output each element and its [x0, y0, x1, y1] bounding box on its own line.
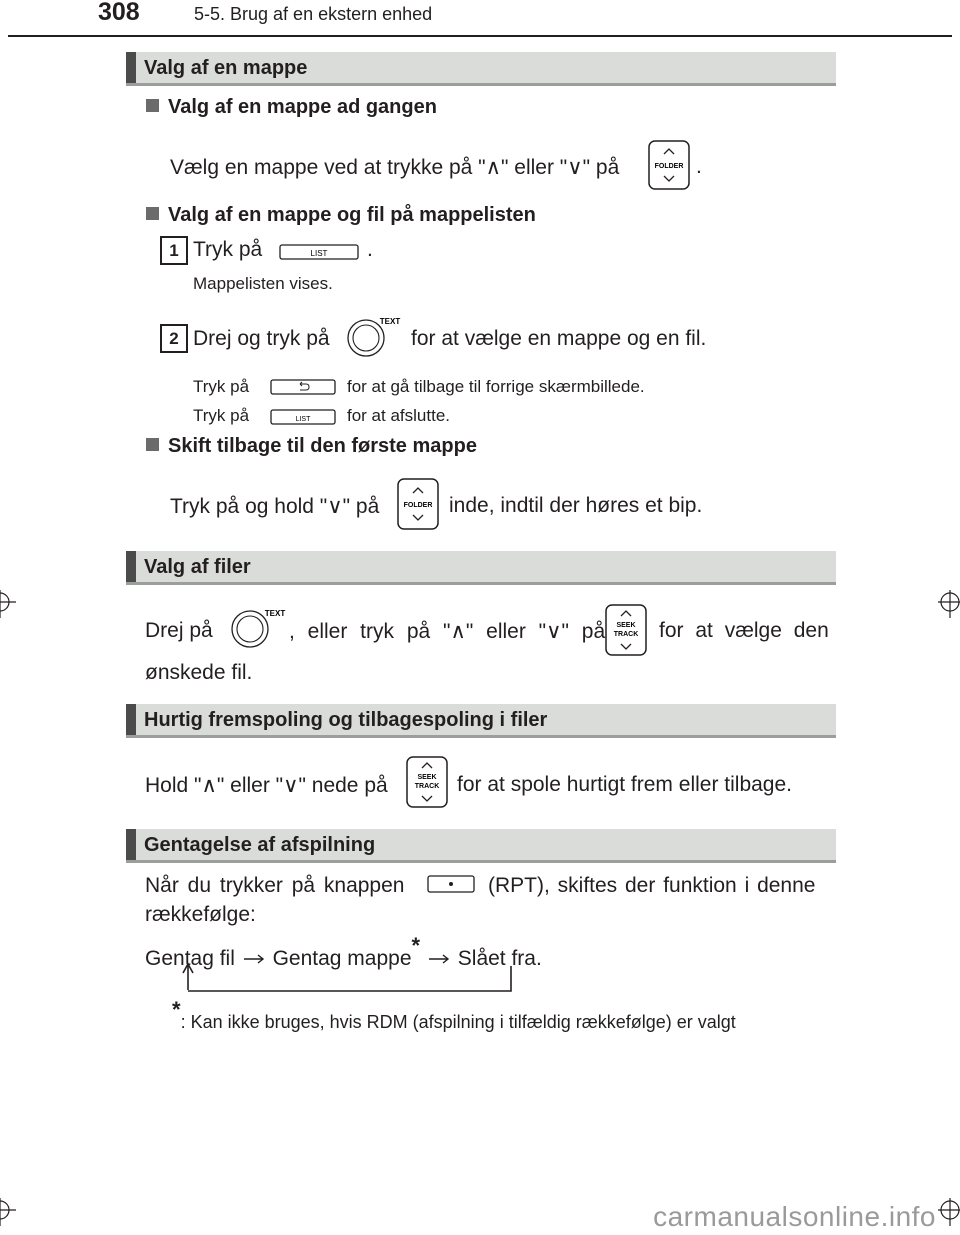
chapter-title: 5-5. Brug af en ekstern enhed: [194, 4, 433, 24]
step-text: Tryk på: [193, 238, 263, 261]
svg-text:TRACK: TRACK: [414, 783, 440, 790]
subheading-folder-list: Valg af en mappe og fil på mappelisten: [146, 204, 536, 227]
svg-text:TEXT: TEXT: [264, 609, 286, 618]
note-text: for at afslutte.: [347, 406, 450, 425]
watermark: carmanualsonline.info: [653, 1201, 936, 1232]
subheading-folder-one: Valg af en mappe ad gangen: [146, 96, 437, 119]
step-number: 2: [160, 324, 188, 353]
instruction-text: Hold "∧" eller "∨" nede på: [145, 774, 388, 797]
svg-text:FOLDER: FOLDER: [654, 163, 684, 170]
seek-track-button-icon: [406, 756, 448, 808]
note-text: for at gå tilbage til forrige skærmbillede.: [347, 377, 645, 396]
section-title: Gentagelse af afspilning: [144, 834, 376, 856]
instruction-text: inde, indtil der høres et bip.: [449, 494, 703, 517]
crop-mark-icon: [0, 1198, 18, 1233]
footnote: *: Kan ikke bruges, hvis RDM (afspilning i tilfældig rækkefølge) er valgt: [172, 997, 736, 1032]
instruction-text: , eller tryk på "∧" eller "∨" på: [289, 620, 606, 643]
instruction-text: (RPT), skiftes der funktion i denne: [488, 874, 816, 897]
page-number: 308: [98, 0, 140, 26]
crop-mark-icon: [938, 590, 960, 625]
note-text: Tryk på: [193, 406, 250, 425]
svg-text:FOLDER: FOLDER: [403, 502, 433, 509]
section-header-files: [126, 551, 836, 585]
svg-text:TRACK: TRACK: [613, 631, 639, 638]
period: .: [696, 155, 702, 178]
list-button-icon: [270, 408, 336, 426]
instruction-text: Drej på: [145, 619, 213, 642]
crop-mark-icon: [0, 590, 18, 625]
tune-knob-icon: [346, 316, 402, 358]
section-header-repeat: [126, 829, 836, 863]
tune-knob-icon: [230, 607, 288, 649]
section-title: Valg af en mappe: [144, 57, 308, 79]
section-header-folder: [126, 52, 836, 86]
step-number: 1: [160, 236, 188, 265]
step-text: for at vælge en mappe og en fil.: [411, 327, 707, 350]
svg-text:LIST: LIST: [295, 416, 311, 423]
instruction-text: ønskede fil.: [145, 661, 253, 684]
instruction-text: Tryk på og hold "∨" på: [170, 495, 380, 518]
svg-text:LIST: LIST: [310, 249, 328, 258]
rpt-button-icon: [427, 874, 475, 894]
folder-button-icon: [648, 140, 690, 190]
loop-back-arrow-icon: [178, 960, 518, 994]
section-title: Hurtig fremspoling og tilbagespoling i filer: [144, 709, 548, 731]
instruction-text: for at vælge den: [659, 619, 829, 642]
back-button-icon: [270, 378, 336, 396]
folder-button-icon: [397, 478, 439, 530]
svg-text:SEEK: SEEK: [417, 774, 437, 781]
section-header-fastforward: [126, 704, 836, 738]
period: .: [367, 238, 373, 261]
instruction-text: rækkefølge:: [145, 903, 256, 926]
instruction-text: for at spole hurtigt frem eller tilbage.: [457, 773, 792, 796]
section-title: Valg af filer: [144, 556, 251, 578]
subheading-first-folder: Skift tilbage til den første mappe: [146, 435, 477, 458]
instruction-text: Vælg en mappe ved at trykke på "∧" eller "∨" på: [170, 156, 620, 179]
instruction-text: Når du trykker på knappen: [145, 874, 405, 897]
step-note: Mappelisten vises.: [193, 274, 333, 293]
seek-track-button-icon: [605, 604, 647, 656]
crop-mark-icon: [938, 1198, 960, 1233]
step-text: Drej og tryk på: [193, 327, 330, 350]
header-rule: [8, 35, 952, 37]
repeat-sequence: Gentag fil Gentag mappe* Slået fra.: [145, 933, 542, 970]
note-text: Tryk på: [193, 377, 250, 396]
svg-text:TEXT: TEXT: [379, 317, 401, 326]
svg-text:SEEK: SEEK: [616, 622, 636, 629]
list-button-icon: [279, 243, 359, 261]
